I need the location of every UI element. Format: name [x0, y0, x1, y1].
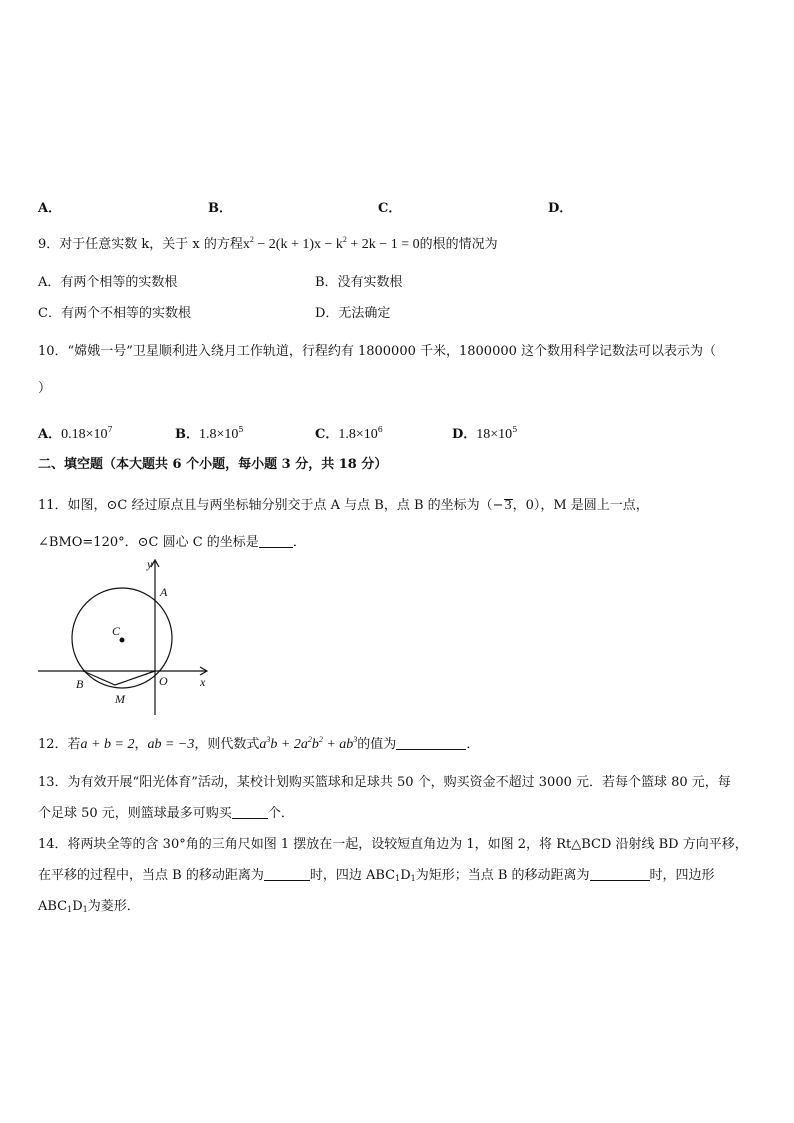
- q11-line2: ∠BMO=120°．⊙C 圆心 C 的坐标是 ．: [38, 535, 306, 550]
- q10-option-b: B．$1.8\times 10^5$: [175, 425, 244, 442]
- q13-line2: 个足球 50 元，则篮球最多可购买 个．: [38, 806, 294, 821]
- q12-stem: 12．若a + b = 2，ab = −3，则代数式$a^3b + 2a^2b^2 + ab^3$的值为 ．: [38, 735, 480, 752]
- label-m: M: [115, 692, 125, 706]
- q14-line2: 在平移的过程中，当点 B 的移动距离为 时，四边 $ABC_1D_1$为矩形；当点 B 的移动距离为 时，四边形: [38, 868, 715, 883]
- label-c: C: [112, 624, 121, 638]
- q9-option-c: C．有两个不相等的实数根: [38, 306, 191, 321]
- q9-prefix: 9．对于任意实数 k，关于 x 的方程: [38, 237, 243, 252]
- q14-answer-blank-2: [590, 868, 650, 881]
- q11-answer-blank: [259, 535, 293, 548]
- q10-option-d: D．$18\times 10^5$: [452, 425, 518, 442]
- q10-stem: 10．“嫦娥一号”卫星顺利进入绕月工作轨道，行程约有 1800000 千米，1800000 这个数用科学记数法可以表示为（: [38, 344, 717, 359]
- q14-line3: $ABC_1D_1$为菱形．: [38, 899, 140, 914]
- q9-option-d: D．无法确定: [315, 306, 391, 321]
- q10-option-c: C．$1.8\times 10^6$: [315, 425, 383, 442]
- q8-option-a: A．: [38, 201, 62, 216]
- q11-line1: 11．如图，⊙C 经过原点且与两坐标轴分别交于点 A 与点 B，点 B 的坐标为（−3，0），M 是圆上一点，: [38, 498, 649, 513]
- q10-close-paren: ）: [38, 381, 52, 396]
- q9-equation: $x^2 - 2(k + 1)x - k^2 + 2k - 1 = 0$: [242, 235, 420, 252]
- q14-line1: 14．将两块全等的含 30°角的三角尺如图 1 摆放在一起，设较短直角边为 1，如图 2，将 Rt△BCD 沿射线 BD 方向平移，: [38, 837, 748, 852]
- q8-option-c: C．: [378, 201, 402, 216]
- label-b: B: [76, 677, 84, 691]
- q13-answer-blank: [232, 806, 268, 819]
- q11-circle-figure: [36, 555, 216, 717]
- label-y: y: [147, 557, 153, 571]
- q9-suffix: 的根的情况为: [419, 237, 498, 252]
- q12-answer-blank: [396, 737, 466, 750]
- q13-line1: 13．为有效开展“阳光体育”活动，某校计划购买篮球和足球共 50 个，购买资金不超过 3000 元．若每个篮球 80 元，每: [38, 775, 731, 790]
- label-o: O: [159, 674, 168, 688]
- label-x: x: [200, 675, 206, 689]
- q8-option-d: D．: [548, 201, 573, 216]
- q9-stem: [38, 233, 498, 253]
- q9-option-a: A．有两个相等的实数根: [38, 275, 178, 290]
- q10-option-a: A．$0.18\times 10^7$: [38, 425, 113, 442]
- q8-option-b: B．: [208, 201, 232, 216]
- q14-answer-blank-1: [264, 868, 310, 881]
- label-a: A: [160, 585, 168, 599]
- q9-option-b: B．没有实数根: [315, 275, 403, 290]
- sqrt-value: 3: [504, 498, 512, 513]
- section-heading: 二、填空题（本大题共 6 个小题，每小题 3 分，共 18 分）: [38, 457, 388, 472]
